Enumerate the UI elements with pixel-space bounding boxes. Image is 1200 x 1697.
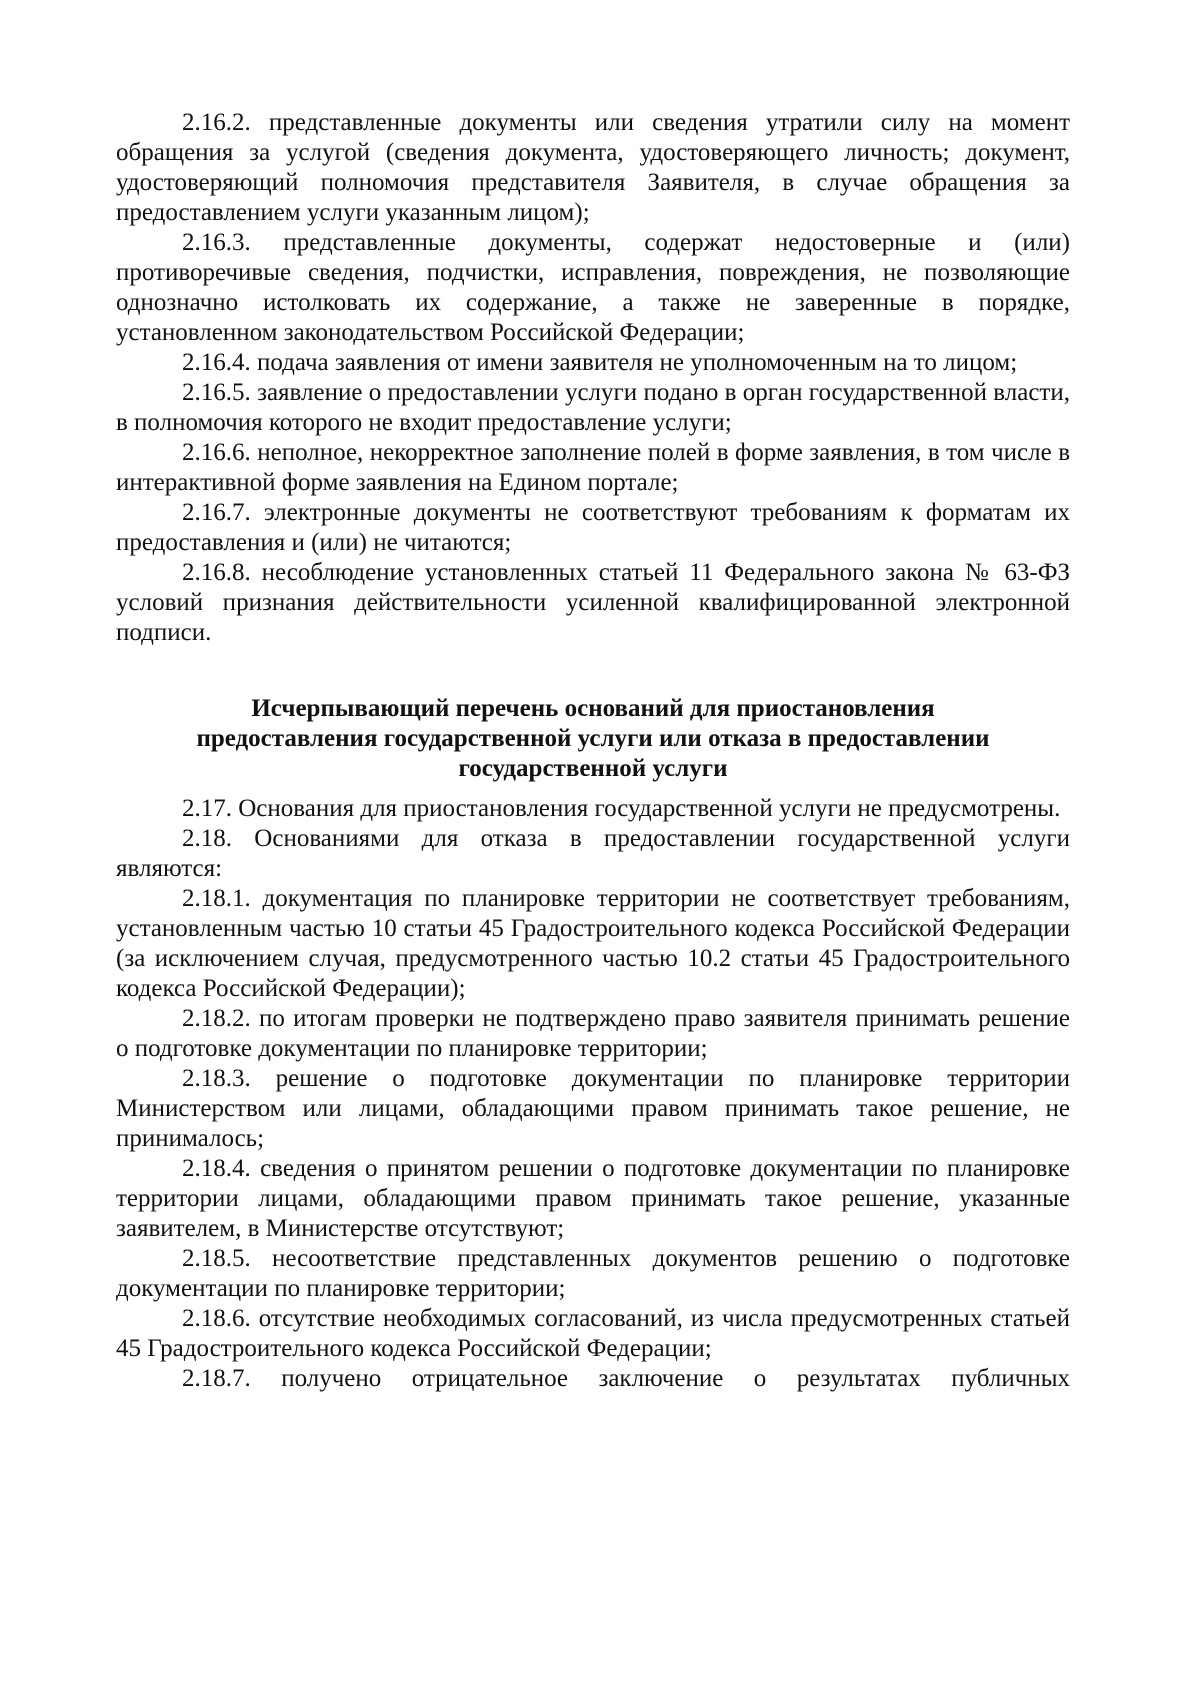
paragraph-2-18-5: 2.18.5. несоответствие представленных документов решению о подготовке документации по планировке территории; bbox=[116, 1245, 1070, 1302]
section-heading-line-1: Исчерпывающий перечень оснований для приостановления bbox=[251, 695, 935, 722]
paragraph-2-16-3: 2.16.3. представленные документы, содержат недостоверные и (или) противоречивые сведения, подчистки, исправления, повреждения, не позволяющие однозначно истолковать их содержание, а также не заверенные в порядке, установленном законодательством Российской Федерации; bbox=[116, 229, 1070, 346]
document-page bbox=[116, 108, 1070, 1394]
paragraph-2-17: 2.17. Основания для приостановления государственной услуги не предусмотрены. bbox=[182, 795, 1061, 822]
paragraph-2-18-6: 2.18.6. отсутствие необходимых согласований, из числа предусмотренных статьей 45 Градостроительного кодекса Российской Федерации; bbox=[116, 1305, 1070, 1362]
section-heading-line-3: государственной услуги bbox=[458, 755, 728, 782]
paragraph-2-16-2: 2.16.2. представленные документы или сведения утратили силу на момент обращения за услугой (сведения документа, удостоверяющего личность; документ, удостоверяющий полномочия представителя Заявителя, в случае обращения за предоставлением услуги указанным лицом); bbox=[116, 109, 1070, 226]
paragraph-2-16-5: 2.16.5. заявление о предоставлении услуги подано в орган государственной власти, в полномочия которого не входит предоставление услуги; bbox=[116, 379, 1070, 436]
section-heading-line-2: предоставления государственной услуги или отказа в предоставлении bbox=[196, 725, 990, 752]
paragraph-2-18: 2.18. Основаниями для отказа в предоставлении государственной услуги являются: bbox=[116, 825, 1070, 882]
paragraph-2-18-2: 2.18.2. по итогам проверки не подтверждено право заявителя принимать решение о подготовке документации по планировке территории; bbox=[116, 1005, 1070, 1062]
paragraph-2-16-6: 2.16.6. неполное, некорректное заполнение полей в форме заявления, в том числе в интерактивной форме заявления на Едином портале; bbox=[116, 439, 1070, 496]
paragraph-2-16-8: 2.16.8. несоблюдение установленных статьей 11 Федерального закона № 63-ФЗ условий признания действительности усиленной квалифицированной электронной подписи. bbox=[116, 559, 1070, 646]
paragraph-2-16-7: 2.16.7. электронные документы не соответствуют требованиям к форматам их предоставления и (или) не читаются; bbox=[116, 499, 1070, 556]
paragraph-2-18-3: 2.18.3. решение о подготовке документации по планировке территории Министерством или лицами, обладающими правом принимать такое решение, не принималось; bbox=[116, 1065, 1070, 1152]
section-heading bbox=[116, 694, 1070, 784]
paragraph-2-18-4: 2.18.4. сведения о принятом решении о подготовке документации по планировке территории лицами, обладающими правом принимать такое решение, указанные заявителем, в Министерстве отсутствуют; bbox=[116, 1155, 1070, 1242]
paragraph-2-18-7: 2.18.7. получено отрицательное заключение о результатах публичных bbox=[182, 1365, 1070, 1392]
paragraph-2-18-1: 2.18.1. документация по планировке территории не соответствует требованиям, установленным частью 10 статьи 45 Градостроительного кодекса Российской Федерации (за исключением случая, предусмотренного частью 10.2 статьи 45 Градостроительного кодекса Российской Федерации); bbox=[116, 885, 1070, 1002]
paragraph-2-16-4: 2.16.4. подача заявления от имени заявителя не уполномоченным на то лицом; bbox=[182, 349, 1018, 376]
